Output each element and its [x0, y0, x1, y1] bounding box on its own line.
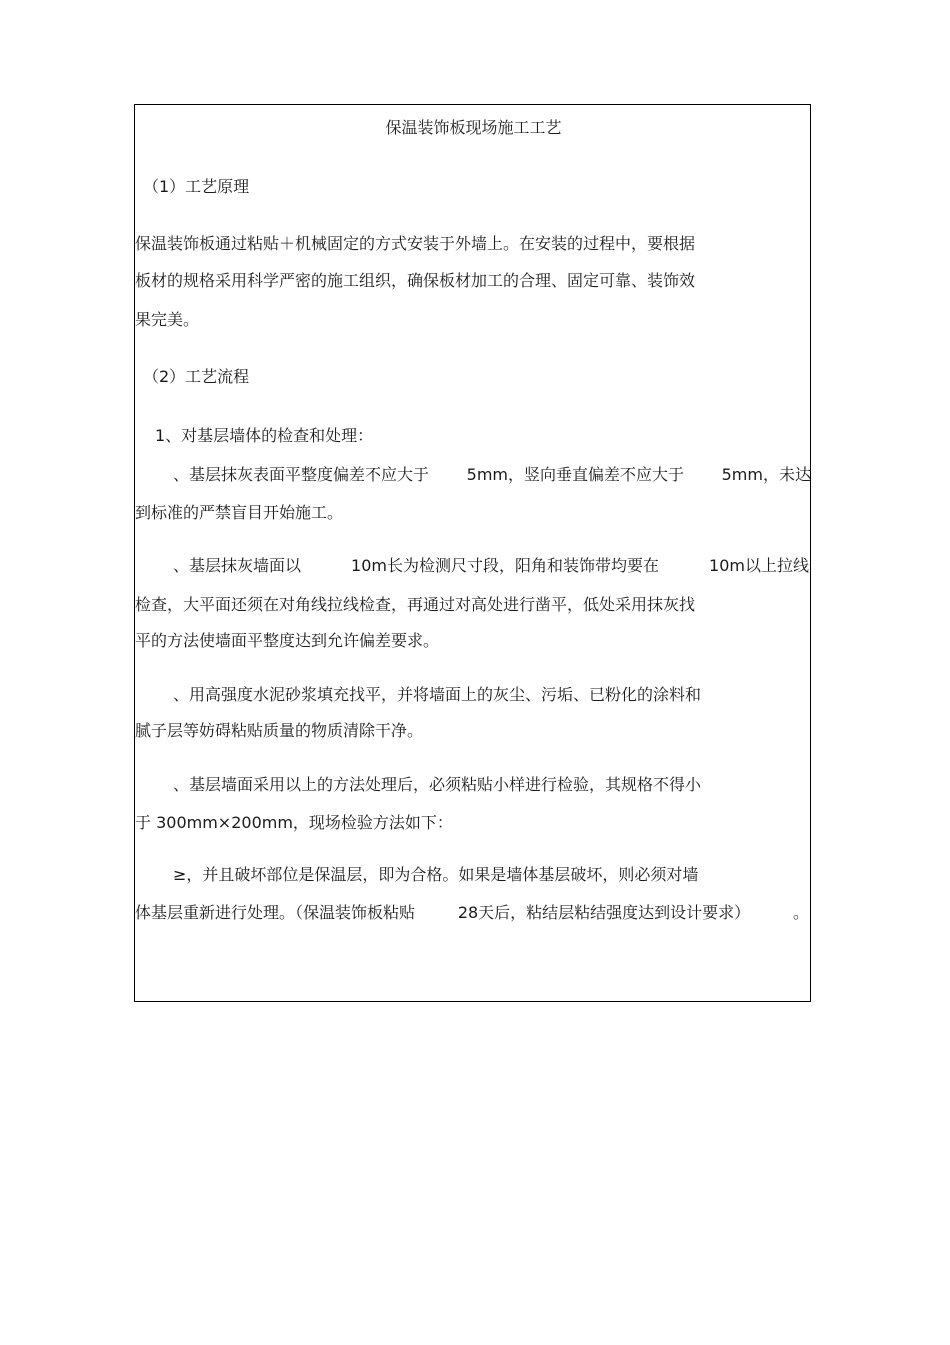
section1-paragraph-line-2: 板材的规格采用科学严密的施工组织，确保板材加工的合理、固定可靠、装饰效 — [135, 271, 696, 290]
item2-line-3: 平的方法使墙面平整度达到允许偏差要求。 — [135, 631, 440, 650]
item4-line-2: 于 300mm×200mm，现场检验方法如下： — [135, 813, 453, 832]
section2-heading: （2）工艺流程 — [143, 367, 250, 386]
document-table-cell — [134, 104, 811, 1002]
item3-line-2: 腻子层等妨碍粘贴质量的物质清除干净。 — [135, 721, 424, 740]
item3-line-1: 、用高强度水泥砂浆填充找平，并将墙面上的灰尘、污垢、已粉化的涂料和 — [173, 685, 702, 704]
item5-line-2-part-2: 28天后，粘结层粘结强度达到设计要求） — [457, 903, 751, 922]
item5-line-2 — [135, 903, 809, 923]
section1-paragraph-line-1: 保温装饰板通过粘贴＋机械固定的方式安装于外墙上。在安装的过程中，要根据 — [135, 234, 696, 253]
item2-line-1-part-1: 、基层抹灰墙面以 — [173, 556, 302, 575]
item2-line-1-part-2: 10m长为检测尺寸段，阳角和装饰带均要在 — [351, 556, 659, 575]
item1-line-1 — [173, 465, 811, 485]
item4-line-1: 、基层墙面采用以上的方法处理后，必须粘贴小样进行检验，其规格不得小 — [173, 775, 702, 794]
item2-line-2: 检查，大平面还须在对角线拉线检查，再通过对高处进行凿平，低处采用抹灰找 — [135, 595, 696, 614]
item5-line-2-part-1: 体基层重新进行处理。（保温装饰板粘贴 — [135, 903, 416, 922]
item1-line-1-part-2: 5mm，竖向垂直偏差不应大于 — [466, 465, 684, 484]
item1-line-1-part-3: 5mm，未达 — [721, 465, 811, 484]
item1-line-1-part-1: 、基层抹灰表面平整度偏差不应大于 — [173, 465, 430, 484]
item5-line-2-part-3: 。 — [792, 903, 809, 922]
document-title: 保温装饰板现场施工工艺 — [385, 118, 562, 137]
section1-heading: （1）工艺原理 — [143, 177, 250, 196]
item1-line-2: 到标准的严禁盲目开始施工。 — [135, 503, 344, 522]
step1-heading: 1、对基层墙体的检查和处理： — [155, 426, 374, 445]
item2-line-1-part-3: 10m以上拉线 — [709, 556, 809, 575]
item5-line-1: ≥，并且破坏部位是保温层，即为合格。如果是墙体基层破坏，则必须对墙 — [173, 865, 699, 884]
item2-line-1 — [173, 556, 809, 576]
section1-paragraph-line-3: 果完美。 — [135, 310, 200, 329]
